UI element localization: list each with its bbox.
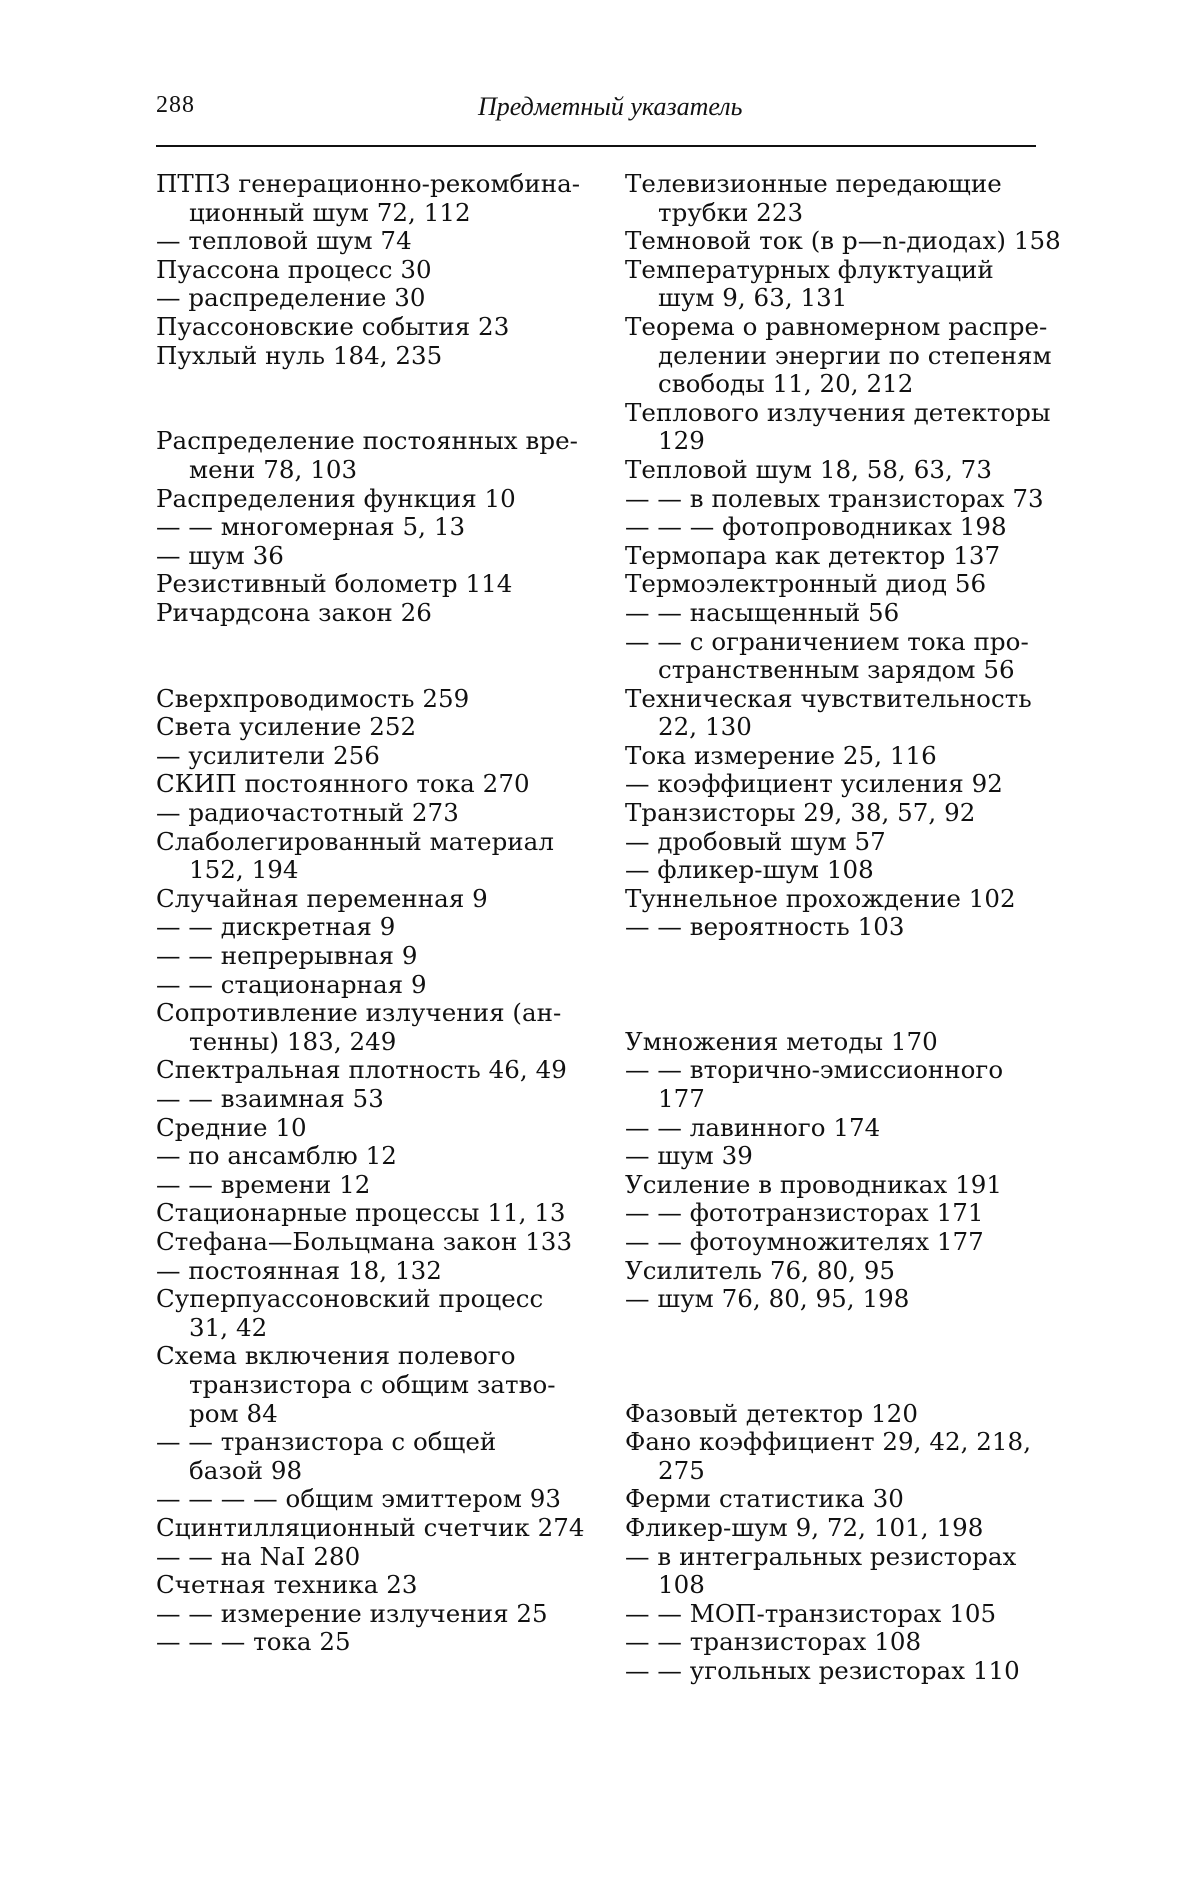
index-entry-line: — — — — общим эмиттером 93 xyxy=(156,1484,562,1514)
index-entry-line: Темновой ток (в p—n-диодах) 158 xyxy=(625,226,1061,256)
index-entry-line: — по ансамблю 12 xyxy=(156,1141,397,1171)
index-entry-line: — — измерение излучения 25 xyxy=(156,1598,548,1628)
header-rule xyxy=(156,145,1036,147)
index-entry-line: — — взаимная 53 xyxy=(156,1084,384,1113)
left-index-column xyxy=(156,170,588,1657)
index-entry-line: Пуассоновские события 23 xyxy=(156,311,510,341)
index-entry-line: — — угольных резисторах 110 xyxy=(625,1655,1020,1685)
index-entry-line: 108 xyxy=(658,1570,705,1600)
index-entry-line: 275 xyxy=(658,1455,705,1485)
index-entry-line: — тепловой шум 74 xyxy=(156,226,412,256)
index-entry-line: — — на NaI 280 xyxy=(156,1541,361,1571)
index-spacer xyxy=(156,628,588,657)
index-entry-line: шум 9, 63, 131 xyxy=(658,283,848,313)
page-number: 288 xyxy=(156,92,195,118)
index-entry-line: Фазовый детектор 120 xyxy=(625,1398,918,1428)
index-entry-line: ПТПЗ генерационно-рекомбина- xyxy=(156,169,581,198)
index-entry-line: Транзисторы 29, 38, 57, 92 xyxy=(625,798,976,828)
running-title: Предметный указатель xyxy=(478,92,743,121)
index-entry-line: — — дискретная 9 xyxy=(156,912,396,942)
index-entry-line: Умножения методы 170 xyxy=(625,1026,938,1056)
index-entry-line: Средние 10 xyxy=(156,1112,307,1142)
index-entry-line: — радиочастотный 273 xyxy=(156,798,459,828)
index-entry-line: Тепловой шум 18, 58, 63, 73 xyxy=(625,454,992,484)
index-entry-line: ционный шум 72, 112 xyxy=(189,197,471,227)
index-entry-line: Фано коэффициент 29, 42, 218, xyxy=(625,1427,1032,1457)
index-entry-line: 177 xyxy=(658,1084,705,1113)
index-entry-line: Усиление в проводниках 191 xyxy=(625,1169,1002,1199)
index-entry-line: Техническая чувствительность xyxy=(625,683,1032,713)
index-entry-line: — — — тока 25 xyxy=(156,1627,351,1657)
index-entry-line: Стефана—Больцмана закон 133 xyxy=(156,1226,573,1256)
index-entry-line: 152, 194 xyxy=(189,855,299,885)
index-entry-line: базой 98 xyxy=(189,1455,303,1485)
index-spacer xyxy=(625,971,1057,1000)
index-entry-line: — — транзисторах 108 xyxy=(625,1627,922,1657)
index-entry-line: — — транзистора с общей xyxy=(156,1427,497,1457)
index-entry-line: Счетная техника 23 xyxy=(156,1570,418,1600)
index-entry-line: — — насыщенный 56 xyxy=(625,597,900,627)
index-entry-line: Схема включения полевого xyxy=(156,1341,516,1371)
index-entry-line: — распределение 30 xyxy=(156,283,426,313)
index-spacer xyxy=(625,1371,1057,1400)
index-spacer xyxy=(625,1314,1057,1343)
index-entry-line: — шум 39 xyxy=(625,1141,753,1171)
right-index-column xyxy=(625,169,1061,1685)
index-entry-line: — — стационарная 9 xyxy=(156,969,427,999)
index-entry-line: Сверхпроводимость 259 xyxy=(156,683,470,713)
index-entry-line: Теплового излучения детекторы xyxy=(625,397,1051,427)
index-spacer xyxy=(156,370,588,399)
index-entry-line: — — МОП-транзисторах 105 xyxy=(625,1598,997,1628)
index-entry-line: Ферми статистика 30 xyxy=(625,1484,904,1514)
index-entry-line: Сопротивление излучения (ан- xyxy=(156,998,562,1028)
index-spacer xyxy=(625,942,1057,971)
index-entry-line: Пуассона процесс 30 xyxy=(156,254,432,284)
index-entry-line: — усилители 256 xyxy=(156,740,380,770)
index-entry-line: свободы 11, 20, 212 xyxy=(658,369,914,399)
index-spacer xyxy=(625,999,1057,1028)
index-spacer xyxy=(625,1342,1057,1371)
index-entry-line: странственным зарядом 56 xyxy=(658,655,1015,685)
index-entry-line: — — времени 12 xyxy=(156,1169,371,1199)
index-entry-line: Света усиление 252 xyxy=(156,712,417,742)
index-entry-line: Термоэлектронный диод 56 xyxy=(625,569,987,599)
page-header xyxy=(156,92,1036,146)
index-entry-line: Ричардсона закон 26 xyxy=(156,597,432,627)
index-entry-line: трубки 223 xyxy=(658,197,804,227)
index-entry-line: делении энергии по степеням xyxy=(658,340,1052,370)
index-entry-line: — — фотоумножителях 177 xyxy=(625,1226,984,1256)
index-entry-line: — — — фотопроводниках 198 xyxy=(625,512,1007,542)
index-entry-line: Слаболегированный материал xyxy=(156,826,554,856)
index-entry-line: Случайная переменная 9 xyxy=(156,883,488,913)
index-entry-line: Пухлый нуль 184, 235 xyxy=(156,340,443,370)
index-entry-line: — — непрерывная 9 xyxy=(156,941,418,971)
index-entry-line: Термопара как детектор 137 xyxy=(625,540,1001,570)
index-entry-line: Теорема о равномерном распре- xyxy=(625,311,1048,341)
index-entry-line: — постоянная 18, 132 xyxy=(156,1255,442,1285)
index-entry-line: — — фототранзисторах 171 xyxy=(625,1198,984,1228)
index-entry-line: Распределение постоянных вре- xyxy=(156,426,578,456)
index-spacer xyxy=(156,399,588,428)
index-entry-line: Туннельное прохождение 102 xyxy=(625,883,1016,913)
index-entry-line: СКИП постоянного тока 270 xyxy=(156,769,530,799)
index-entry-line: тенны) 183, 249 xyxy=(189,1026,397,1056)
index-entry-line: Тока измерение 25, 116 xyxy=(625,740,937,770)
index-entry-line: Сцинтилляционный счетчик 274 xyxy=(156,1512,585,1542)
index-entry-line: — шум 36 xyxy=(156,540,284,570)
index-entry-line: — в интегральных резисторах xyxy=(625,1541,1017,1571)
index-entry-line: Суперпуассоновский процесс xyxy=(156,1284,544,1314)
index-entry-line: Спектральная плотность 46, 49 xyxy=(156,1055,567,1085)
index-spacer xyxy=(156,656,588,685)
index-entry-line: 22, 130 xyxy=(658,712,752,742)
index-entry-line: — — лавинного 174 xyxy=(625,1112,881,1142)
index-entry-line: — — в полевых транзисторах 73 xyxy=(625,483,1044,513)
index-entry-line: — фликер-шум 108 xyxy=(625,855,874,885)
index-entry-line: Стационарные процессы 11, 13 xyxy=(156,1198,566,1228)
index-entry-line: транзистора с общим затво- xyxy=(189,1369,556,1399)
index-entry-line: ром 84 xyxy=(189,1398,278,1428)
index-entry-line: Телевизионные передающие xyxy=(625,169,1002,198)
index-entry-line: — дробовый шум 57 xyxy=(625,826,886,856)
index-entry-line: Усилитель 76, 80, 95 xyxy=(625,1255,896,1285)
index-entry-line: — — вероятность 103 xyxy=(625,912,905,942)
index-entry-line: Резистивный болометр 114 xyxy=(156,569,513,599)
index-entry-line: — — вторично-эмиссионного xyxy=(625,1055,1004,1085)
index-entry-line: — — многомерная 5, 13 xyxy=(156,512,466,542)
index-entry-line: 31, 42 xyxy=(189,1312,268,1342)
index-entry-line: мени 78, 103 xyxy=(189,454,358,484)
index-entry-line: — — с ограничением тока про- xyxy=(625,626,1029,656)
index-entry-line: Фликер-шум 9, 72, 101, 198 xyxy=(625,1512,984,1542)
index-entry-line: 129 xyxy=(658,426,705,456)
index-entry-line: Температурных флуктуаций xyxy=(625,254,994,284)
index-entry-line: — коэффициент усиления 92 xyxy=(625,769,1003,799)
index-entry-line: — шум 76, 80, 95, 198 xyxy=(625,1284,910,1314)
index-entry-line: Распределения функция 10 xyxy=(156,483,516,513)
